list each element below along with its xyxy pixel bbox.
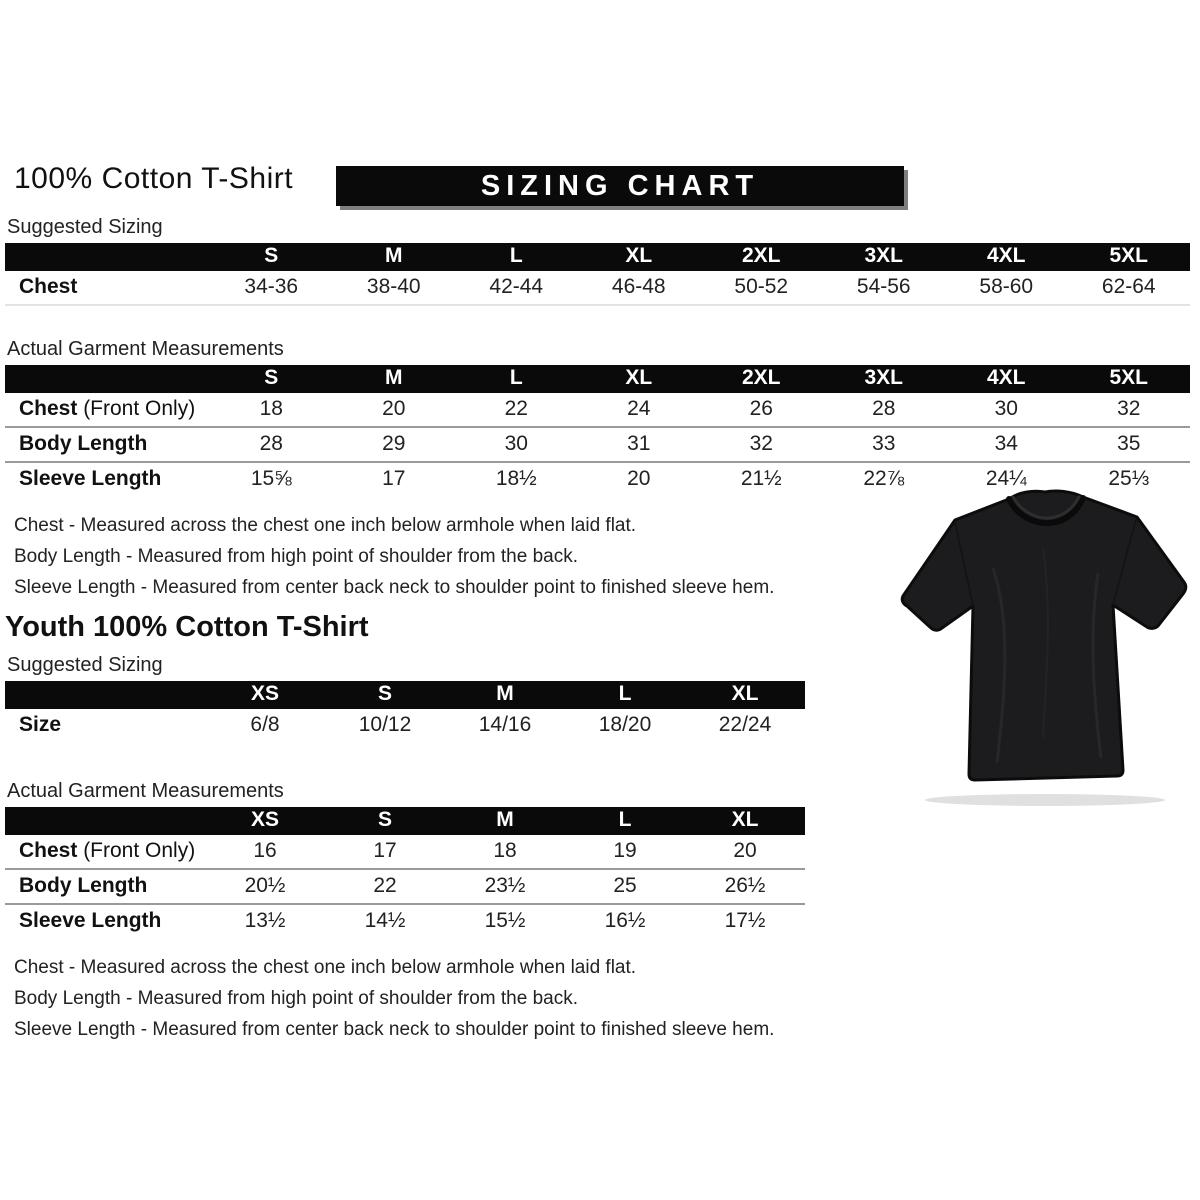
table-row [5, 709, 805, 742]
column-header: 4XL [945, 243, 1068, 271]
column-header: S [210, 243, 333, 271]
cell-value: 23½ [445, 869, 565, 904]
cell-value: 33 [823, 427, 946, 462]
cell-value: 28 [872, 397, 896, 420]
cell-value: 14½ [325, 904, 445, 938]
cell-value: 35 [1068, 427, 1191, 462]
cell-value: 38-40 [333, 271, 456, 305]
cell-value: 18 [259, 397, 283, 420]
column-header: M [333, 243, 456, 271]
cell-value: 20 [382, 397, 406, 420]
column-header: XS [205, 807, 325, 835]
note-line: Body Length - Measured from high point of shoulder from the back. [14, 988, 578, 1009]
cell-value: 30 [455, 427, 578, 462]
column-header: 2XL [700, 365, 823, 393]
table-row [5, 271, 1190, 305]
column-header: S [325, 681, 445, 709]
table-header-row [5, 365, 1190, 393]
cell-value: 34-36 [210, 271, 333, 305]
row-label: Body Length [5, 869, 205, 904]
cell-value: 29 [333, 427, 456, 462]
black-tshirt-image [893, 478, 1198, 810]
column-header: L [565, 807, 685, 835]
column-header: M [445, 807, 565, 835]
cell-value: 20½ [205, 869, 325, 904]
column-header: XL [685, 681, 805, 709]
tshirt-icon [893, 478, 1198, 810]
cell-value: 32 [1117, 397, 1141, 420]
column-header: XL [685, 807, 805, 835]
corner-cell [5, 365, 210, 393]
cell-value: 19 [613, 839, 637, 862]
cell-value: 14/16 [478, 713, 532, 736]
cell-value: 21½ [700, 462, 823, 496]
cell-value: 26½ [685, 869, 805, 904]
cell-value: 26 [749, 397, 773, 420]
cell-value: 16½ [565, 904, 685, 938]
sizing-chart-banner: SIZING CHART [336, 166, 904, 206]
youth-measurement-notes [14, 952, 1190, 1045]
cell-value: 42-44 [455, 271, 578, 305]
cell-value: 30 [994, 397, 1018, 420]
cell-value: 22 [325, 869, 445, 904]
youth-actual-measurements-table [5, 807, 805, 938]
cell-value: 18 [493, 839, 517, 862]
corner-cell [5, 807, 205, 835]
row-label-suffix: (Front Only) [77, 839, 196, 862]
column-header: XL [578, 365, 701, 393]
cell-value: 17 [373, 839, 397, 862]
cell-value: 22⅞ [823, 462, 946, 496]
cell-value: 13½ [205, 904, 325, 938]
cell-value: 22 [504, 397, 528, 420]
column-header: 2XL [700, 243, 823, 271]
youth-suggested-sizing-label: Suggested Sizing [7, 654, 163, 676]
column-header: L [455, 243, 578, 271]
adult-suggested-sizing-table [5, 243, 1190, 306]
column-header: M [333, 365, 456, 393]
cell-value: 24¼ [945, 462, 1068, 496]
note-line: Sleeve Length - Measured from center back neck to shoulder point to finished sleeve hem. [14, 1019, 775, 1040]
column-header: 5XL [1068, 365, 1191, 393]
table-header-row [5, 681, 805, 709]
cell-value: 34 [945, 427, 1068, 462]
column-header: M [445, 681, 565, 709]
column-header: L [565, 681, 685, 709]
cell-value: 25⅓ [1068, 462, 1191, 496]
row-label: Size [19, 713, 62, 736]
cell-value: 32 [700, 427, 823, 462]
cell-value: 22/24 [718, 713, 772, 736]
table-row [5, 427, 1190, 462]
table-header-row [5, 243, 1190, 271]
row-label-bold: Chest [19, 397, 78, 420]
note-line: Chest - Measured across the chest one inch below armhole when laid flat. [14, 515, 637, 536]
cell-value: 17 [333, 462, 456, 496]
table-header-row [5, 807, 805, 835]
column-header: 3XL [823, 243, 946, 271]
adult-actual-measurements-label: Actual Garment Measurements [7, 338, 284, 360]
adult-suggested-sizing-label: Suggested Sizing [7, 216, 163, 238]
note-line: Sleeve Length - Measured from center back neck to shoulder point to finished sleeve hem. [14, 577, 775, 598]
corner-cell [5, 243, 210, 271]
cell-value: 28 [210, 427, 333, 462]
cell-value: 24 [627, 397, 651, 420]
column-header: S [325, 807, 445, 835]
cell-value: 18/20 [598, 713, 652, 736]
youth-suggested-sizing-table [5, 681, 805, 742]
row-label [5, 835, 205, 869]
cell-value: 16 [253, 839, 277, 862]
cell-value: 15⅝ [210, 462, 333, 496]
row-label: Chest [5, 271, 210, 305]
column-header: XL [578, 243, 701, 271]
cell-value: 62-64 [1068, 271, 1191, 305]
cell-value: 31 [578, 427, 701, 462]
row-label-suffix: (Front Only) [77, 397, 196, 420]
adult-product-title: 100% Cotton T-Shirt [14, 162, 294, 195]
note-line: Body Length - Measured from high point of shoulder from the back. [14, 546, 578, 567]
table-row [5, 393, 1190, 427]
column-header: 3XL [823, 365, 946, 393]
table-row [5, 904, 805, 938]
row-label [5, 393, 210, 427]
cell-value: 20 [733, 839, 757, 862]
cell-value: 54-56 [823, 271, 946, 305]
corner-cell [5, 681, 205, 709]
cell-value: 50-52 [700, 271, 823, 305]
column-header: 5XL [1068, 243, 1191, 271]
table-row [5, 835, 805, 869]
cell-value: 46-48 [578, 271, 701, 305]
row-label: Sleeve Length [5, 462, 210, 496]
adult-actual-measurements-table [5, 365, 1190, 496]
youth-product-title: Youth 100% Cotton T-Shirt [5, 611, 369, 643]
row-label-bold: Chest [19, 839, 78, 862]
column-header: S [210, 365, 333, 393]
cell-value: 58-60 [945, 271, 1068, 305]
page-header [5, 160, 1190, 210]
youth-actual-measurements-label: Actual Garment Measurements [7, 780, 284, 802]
row-label: Body Length [5, 427, 210, 462]
cell-value: 17½ [685, 904, 805, 938]
column-header: XS [205, 681, 325, 709]
column-header: 4XL [945, 365, 1068, 393]
table-row [5, 869, 805, 904]
column-header: L [455, 365, 578, 393]
cell-value: 6/8 [250, 713, 280, 736]
cell-value: 25 [565, 869, 685, 904]
cell-value: 18½ [455, 462, 578, 496]
cell-value: 15½ [445, 904, 565, 938]
cell-value: 10/12 [358, 713, 412, 736]
row-label: Sleeve Length [5, 904, 205, 938]
cell-value: 20 [578, 462, 701, 496]
note-line: Chest - Measured across the chest one inch below armhole when laid flat. [14, 957, 637, 978]
